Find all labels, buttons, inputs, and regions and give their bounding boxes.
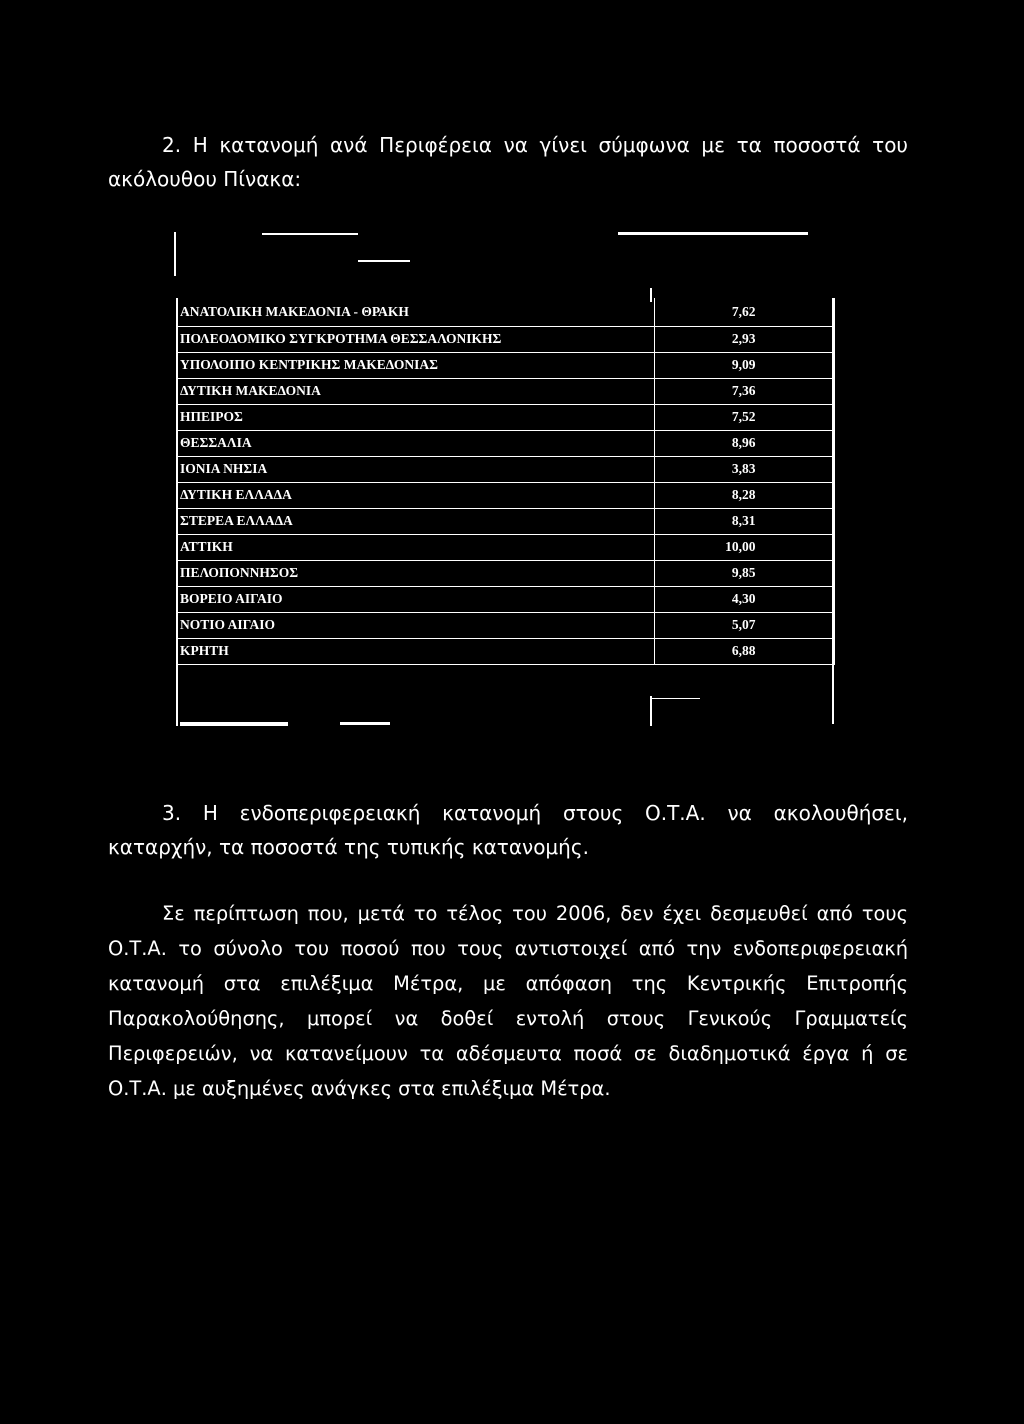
region-percent-cell: 9,85 (654, 560, 834, 586)
table-row (176, 404, 834, 430)
region-percent-cell: 5,07 (654, 612, 834, 638)
region-name-cell: ΠΕΛΟΠΟΝΝΗΣΟΣ (176, 560, 654, 586)
table-row (176, 430, 834, 456)
table-row (176, 482, 834, 508)
table-row (176, 298, 834, 326)
region-name-cell: ΔΥΤΙΚΗ ΜΑΚΕΔΟΝΙΑ (176, 378, 654, 404)
table-row (176, 456, 834, 482)
section-3-paragraph-2: Σε περίπτωση που, μετά το τέλος του 2006, δεν έχει δεσμευθεί από τους Ο.Τ.Α. το σύνολο του ποσού που τους αντιστοιχεί από την ενδοπεριφερειακή κατανομή στα επιλέξιμα Μέτρα, με απόφαση της Κεντρικής Επιτροπής Παρακολούθησης, μπορεί να δοθεί εντολή στους Γενικούς Γραμματείς Περιφερειών, να κατανείμουν τα αδέσμευτα ποσά σε διαδημοτικά έργα ή σε Ο.Τ.Α. με αυξημένες ανάγκες στα επιλέξιμα Μέτρα. (108, 902, 908, 1100)
table-fragment-bottom-right (652, 698, 700, 699)
region-percent-cell: 7,36 (654, 378, 834, 404)
region-percent-cell: 8,31 (654, 508, 834, 534)
region-name-cell: ΚΡΗΤΗ (176, 638, 654, 664)
regions-percentage-table (176, 298, 835, 665)
region-percent-cell: 3,83 (654, 456, 834, 482)
region-percent-cell: 8,96 (654, 430, 834, 456)
table-fragment-top-right (618, 232, 808, 235)
region-percent-cell: 4,30 (654, 586, 834, 612)
region-name-cell: ΙΟΝΙΑ ΝΗΣΙΑ (176, 456, 654, 482)
region-percent-cell: 10,00 (654, 534, 834, 560)
table-row (176, 638, 834, 664)
region-name-cell: ΠΟΛΕΟΔΟΜΙΚΟ ΣΥΓΚΡΟΤΗΜΑ ΘΕΣΣΑΛΟΝΙΚΗΣ (176, 326, 654, 352)
region-percent-cell: 8,28 (654, 482, 834, 508)
table-row (176, 352, 834, 378)
region-percent-cell: 6,88 (654, 638, 834, 664)
regions-table-wrapper (176, 298, 835, 665)
table-row (176, 586, 834, 612)
region-name-cell: ΣΤΕΡΕΑ ΕΛΛΑΔΑ (176, 508, 654, 534)
table-row (176, 560, 834, 586)
table-row (176, 378, 834, 404)
table-row (176, 534, 834, 560)
table-row (176, 326, 834, 352)
region-name-cell: ΔΥΤΙΚΗ ΕΛΛΑΔΑ (176, 482, 654, 508)
section-2-text: 2. Η κατανομή ανά Περιφέρεια να γίνει σύμφωνα με τα ποσοστά του ακόλουθου Πίνακα: (108, 133, 908, 191)
section-3-paragraph-1: 3. Η ενδοπεριφερειακή κατανομή στους Ο.Τ.Α. να ακολουθήσει, καταρχήν, τα ποσοστά της τυπικής κατανομής. (108, 801, 908, 859)
table-row (176, 612, 834, 638)
region-percent-cell: 2,93 (654, 326, 834, 352)
region-name-cell: ΝΟΤΙΟ ΑΙΓΑΙΟ (176, 612, 654, 638)
region-name-cell: ΑΤΤΙΚΗ (176, 534, 654, 560)
table-fragment-bottom-left (180, 722, 288, 726)
table-row (176, 508, 834, 534)
region-name-cell: ΒΟΡΕΙΟ ΑΙΓΑΙΟ (176, 586, 654, 612)
region-name-cell: ΘΕΣΣΑΛΙΑ (176, 430, 654, 456)
region-name-cell: ΥΠΟΛΟΙΠΟ ΚΕΝΤΡΙΚΗΣ ΜΑΚΕΔΟΝΙΑΣ (176, 352, 654, 378)
region-percent-cell: 9,09 (654, 352, 834, 378)
table-fragment-mid (358, 260, 410, 262)
region-percent-cell: 7,52 (654, 404, 834, 430)
regions-table-body (176, 298, 834, 664)
region-name-cell: ΑΝΑΤΟΛΙΚΗ ΜΑΚΕΔΟΝΙΑ - ΘΡΑΚΗ (176, 298, 654, 326)
region-percent-cell: 7,62 (654, 298, 834, 326)
table-fragment-bottom-divider (650, 696, 652, 726)
table-fragment-left-vertical (174, 232, 176, 276)
table-fragment-bottom-mid (340, 722, 390, 725)
table-fragment-top-left (262, 233, 358, 235)
region-name-cell: ΗΠΕΙΡΟΣ (176, 404, 654, 430)
